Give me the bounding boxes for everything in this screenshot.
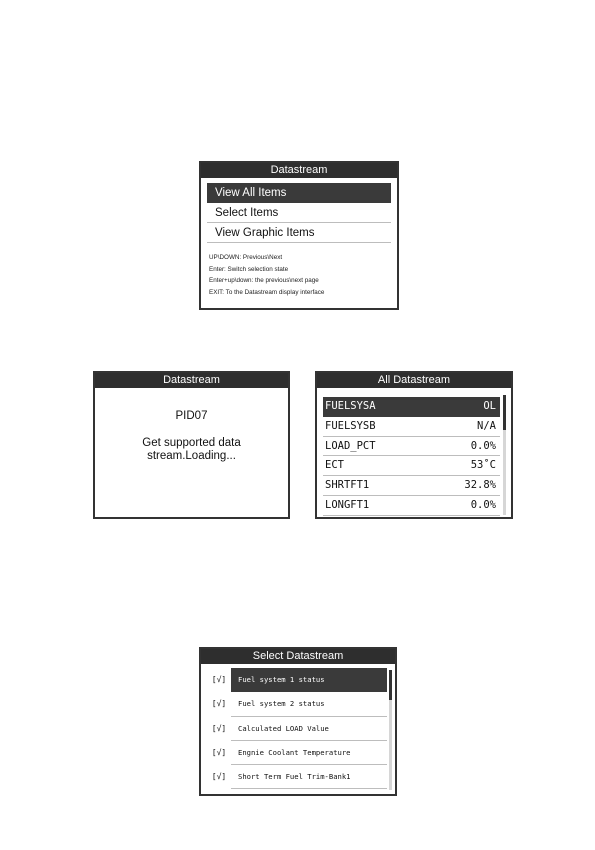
pid-label: PID07 bbox=[175, 410, 208, 422]
datastream-row[interactable] bbox=[323, 397, 500, 417]
checkbox[interactable]: [√] bbox=[211, 747, 227, 757]
datastream-list bbox=[323, 397, 500, 516]
datastream-name: Engnie Coolant Temperature bbox=[231, 741, 387, 765]
menu-item-view-graphic-items[interactable]: View Graphic Items bbox=[207, 223, 391, 243]
scrollbar[interactable] bbox=[503, 395, 506, 515]
select-row[interactable] bbox=[207, 668, 387, 692]
screen-title: All Datastream bbox=[317, 373, 511, 388]
pid-value: 0.0% bbox=[470, 498, 496, 511]
checkbox[interactable]: [√] bbox=[211, 723, 227, 733]
datastream-row[interactable] bbox=[323, 437, 500, 457]
checkbox[interactable]: [√] bbox=[211, 772, 227, 782]
pid-value: 32.8% bbox=[464, 479, 496, 492]
select-row[interactable] bbox=[207, 741, 387, 765]
pid-name: FUELSYSB bbox=[325, 419, 376, 432]
screen-title: Datastream bbox=[95, 373, 288, 388]
menu-list bbox=[207, 183, 391, 243]
scrollbar[interactable] bbox=[389, 670, 392, 790]
help-text bbox=[209, 252, 397, 298]
datastream-row[interactable] bbox=[323, 496, 500, 516]
pid-name: LOAD_PCT bbox=[325, 439, 376, 452]
help-line: Enter+up\down: the previous\next page bbox=[209, 277, 319, 284]
loading-message-line: Get supported data bbox=[142, 437, 241, 449]
scroll-thumb[interactable] bbox=[503, 395, 506, 430]
datastream-name: Short Term Fuel Trim-Bank1 bbox=[231, 765, 387, 789]
pid-value: OL bbox=[483, 400, 496, 412]
pid-value: 53˚C bbox=[470, 459, 496, 472]
select-row[interactable] bbox=[207, 765, 387, 789]
pid-value: N/A bbox=[477, 419, 496, 432]
menu-item-view-all-items[interactable]: View All Items bbox=[207, 183, 391, 203]
pid-value: 0.0% bbox=[470, 439, 496, 452]
loading-message-line: stream.Loading... bbox=[147, 450, 236, 462]
datastream-row[interactable] bbox=[323, 417, 500, 437]
datastream-name: Fuel system 2 status bbox=[231, 692, 387, 716]
select-row[interactable] bbox=[207, 692, 387, 716]
checkbox[interactable]: [√] bbox=[211, 675, 227, 684]
screen-title: Select Datastream bbox=[201, 649, 395, 664]
datastream-menu-screen bbox=[199, 161, 399, 310]
all-datastream-screen bbox=[315, 371, 513, 519]
checkbox[interactable]: [√] bbox=[211, 699, 227, 709]
select-list bbox=[207, 668, 387, 789]
help-line: EXIT: To the Datastream display interface bbox=[209, 288, 325, 296]
datastream-name: Calculated LOAD Value bbox=[231, 717, 387, 741]
select-row[interactable] bbox=[207, 717, 387, 741]
pid-name: SHRTFT1 bbox=[325, 479, 370, 492]
datastream-loading-screen bbox=[93, 371, 290, 519]
scroll-thumb[interactable] bbox=[389, 670, 392, 700]
select-datastream-screen bbox=[199, 647, 397, 796]
datastream-name: Fuel system 1 status bbox=[231, 668, 387, 692]
pid-name: FUELSYSA bbox=[325, 400, 376, 412]
pid-name: LONGFT1 bbox=[325, 498, 370, 511]
help-line: UP\DOWN: Previous\Next bbox=[209, 254, 283, 261]
menu-item-select-items[interactable]: Select Items bbox=[207, 203, 391, 223]
loading-body bbox=[95, 410, 288, 463]
screen-title: Datastream bbox=[201, 163, 397, 178]
datastream-row[interactable] bbox=[323, 456, 500, 476]
datastream-row[interactable] bbox=[323, 476, 500, 496]
help-line: Enter: Switch selection state bbox=[209, 265, 289, 273]
pid-name: ECT bbox=[325, 459, 344, 472]
